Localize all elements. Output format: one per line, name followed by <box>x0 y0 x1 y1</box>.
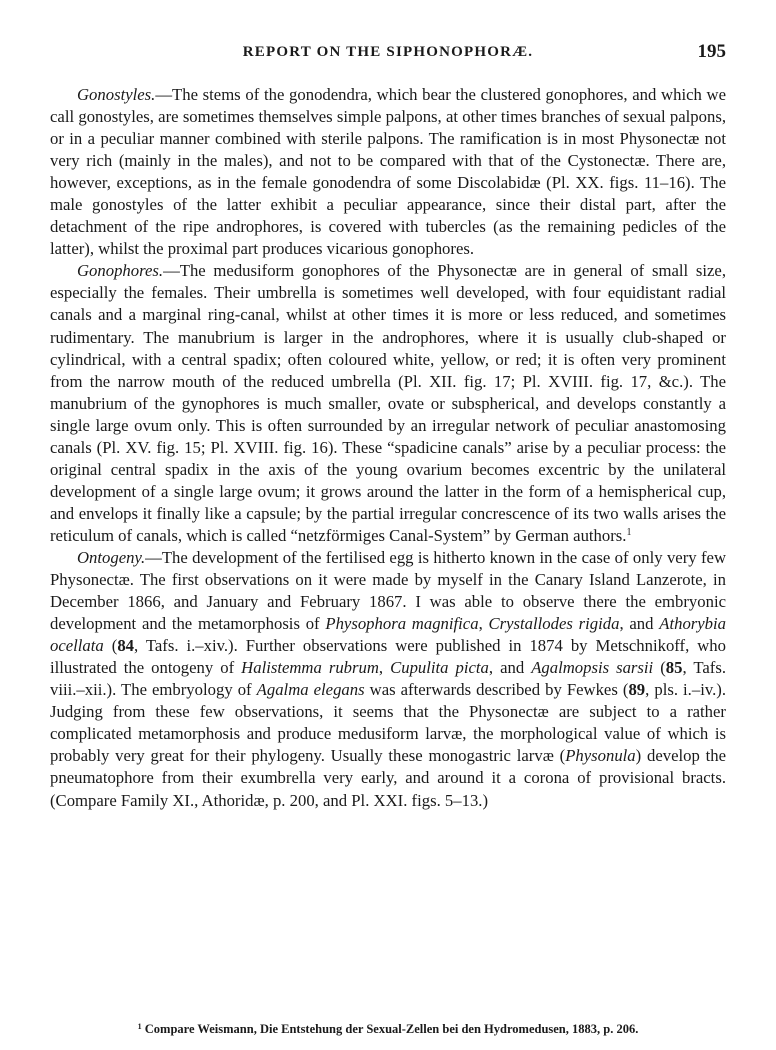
species-name: Physonula <box>565 746 636 766</box>
text-ontogeny: ( <box>103 636 118 656</box>
heading-gonophores: Gonophores. <box>77 261 164 281</box>
paragraph-gonophores <box>50 260 726 547</box>
text-gonostyles: —The stems of the gonodendra, which bear the clustered gonophores, and which we call gonostyles, are sometimes themselves simple palpons, at other times branches of sexual palpons, or in a peculiar manner combined with sterile palpons. The ramification is in most Physonectæ not very rich (mainly in the males), and not to be compared with that of the Cystonectæ. There are, however, exceptions, as in the female gonodendra of some Discolabidæ (Pl. XX. figs. 11–16). The male gonostyles of the latter exhibit a peculiar appearance, since their distal part, after the detachment of the ripe androphores, is covered with tubercles (as the remaining pedicles of the latter), whilst the proximal part produces vicarious gonophores. <box>50 85 726 259</box>
page-number: 195 <box>697 41 726 62</box>
footnote <box>50 1022 726 1037</box>
page-body <box>50 84 726 812</box>
text-ontogeny: —The development of the fertilised egg is hitherto known in the case of only very few Physonectæ. The first observations on it were made by myself in the Canary Island Lanzerote, in December 1866, and January and February 1867. I was able to observe there the embryonic development and the metamorphosis of <box>50 547 726 634</box>
heading-ontogeny: Ontogeny. <box>77 547 146 567</box>
species-name: Physophora magnifica <box>325 614 479 634</box>
footnote-reference: 1 <box>626 526 632 538</box>
text-gonophores: —The medusiform gonophores of the Physonectæ are in general of small size, especially the females. Their umbrella is sometimes well developed, with four equidistant radial canals and a marginal ring-canal, whilst at other times it is more or less reduced, and sometimes rudimentary. The manubrium is larger in the androphores, where it is usually club-shaped or cylindrical, with a central spadix; often coloured white, yellow, or red; it is often very prominent from the narrow mouth of the reduced umbrella (Pl. XII. fig. 17; Pl. XVIII. fig. 17, &c.). The manubrium of the gynophores is much smaller, ovate or subspherical, and develops constantly a single large ovum only. This is often surrounded by an irregular network of peculiar anastomosing canals (Pl. XV. fig. 15; Pl. XVIII. fig. 16). These “spadicine canals” arise by a peculiar process: the original central spadix in the axis of the young ovarium becomes excentric by the unilateral development of a single large ovum; it grows around the latter in the form of a hemispherical cup, and envelops it finally like a capsule; by the partial irregular concrescence of its two walls arises the reticulum of canals, which is called “netzförmiges Canal-System” by German authors. <box>50 261 726 545</box>
text-ontogeny: , <box>378 658 391 678</box>
page-header <box>50 41 726 68</box>
species-name: Athorybia ocellata <box>50 614 727 656</box>
text-ontogeny: , and <box>619 614 660 634</box>
species-name: Crystallodes rigida <box>488 614 620 634</box>
text-ontogeny: , Tafs. viii.–xii.). The embryology of <box>50 658 726 700</box>
reference-number: 85 <box>665 658 683 678</box>
text-ontogeny: , and <box>488 658 532 678</box>
footnote-text: Compare Weismann, Die Entstehung der Sexual-Zellen bei den Hydromedusen, 1883, p. 206. <box>141 1022 639 1036</box>
text-ontogeny: ( <box>653 658 666 678</box>
paragraph-ontogeny <box>50 547 726 812</box>
species-name: Cupulita picta <box>390 658 489 678</box>
species-name: Agalmopsis sarsii <box>531 658 654 678</box>
text-ontogeny: ) develop the pneumatophore from their exumbrella very early, and around it a corona of provisional bracts. (Compare Family XI., Athoridæ, p. 200, and Pl. XXI. figs. 5–13.) <box>50 746 727 810</box>
reference-number: 84 <box>117 636 134 656</box>
reference-number: 89 <box>628 680 646 700</box>
paragraph-gonostyles <box>50 84 726 260</box>
text-ontogeny: was afterwards described by Fewkes ( <box>364 680 629 700</box>
heading-gonostyles: Gonostyles. <box>77 85 156 104</box>
text-ontogeny: , pls. i.–iv.). Judging from these few observations, it seems that the Physonectæ are subject to a rather complicated metamorphosis and produce medusiform larvæ, the morphological value of which is probably very great for their phylogeny. Usually these monogastric larvæ ( <box>50 680 726 766</box>
running-head: REPORT ON THE SIPHONOPHORÆ. <box>242 44 534 60</box>
text-ontogeny: , <box>478 614 489 634</box>
species-name: Agalma elegans <box>256 680 365 700</box>
footnote-marker: 1 <box>137 1022 142 1031</box>
species-name: Halistemma rubrum <box>241 658 379 678</box>
text-ontogeny: , Tafs. i.–xiv.). Further observations were published in 1874 by Metschnikoff, who illustrated the ontogeny of <box>50 636 726 678</box>
